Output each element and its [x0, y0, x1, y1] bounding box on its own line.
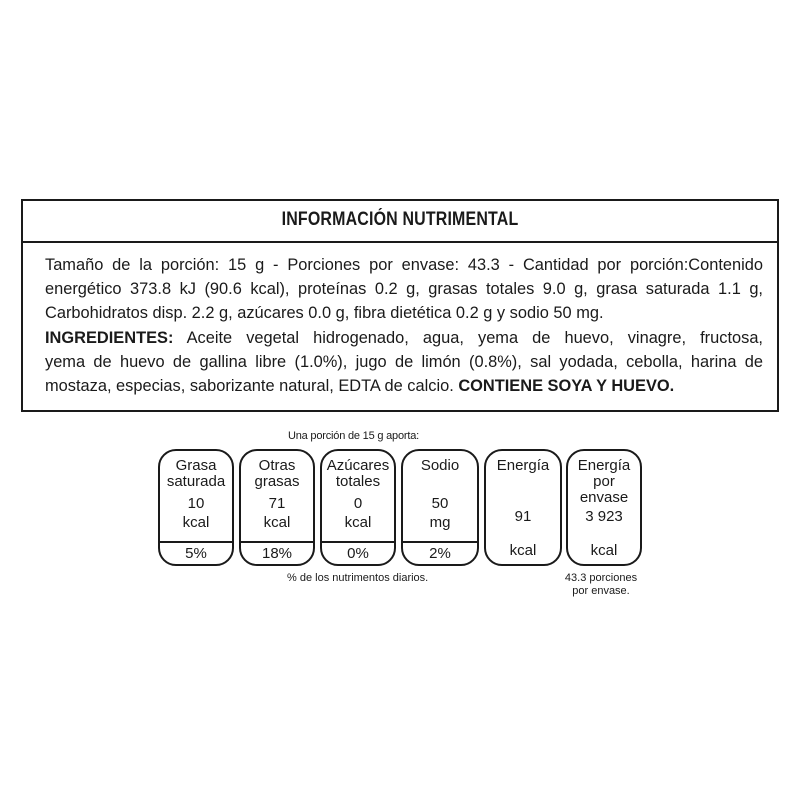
- ingredients-text-3: mostaza, especias, saborizante natural, EDTA de calcio.: [45, 377, 459, 396]
- seal-label: Sodio: [420, 457, 460, 474]
- seal-amount: 10: [187, 495, 205, 512]
- nutrition-facts-panel: [21, 199, 779, 412]
- seal-sodium: [401, 449, 479, 566]
- seal-label: Azúcares totales: [326, 457, 390, 490]
- nutrition-line-2: energético 373.8 kJ (90.6 kcal), proteínas 0.2 g, grasas totales 9.0 g, grasa saturada 1.1 g,: [45, 280, 763, 299]
- seal-percent: 0%: [347, 545, 369, 562]
- seal-unit: mg: [429, 514, 451, 531]
- seal-energy-per-portion: [484, 449, 562, 566]
- seal-divider: [241, 541, 313, 543]
- portions-footnote: 43.3 porciones por envase.: [564, 572, 638, 597]
- seal-total-sugars: [320, 449, 396, 566]
- panel-body: [45, 253, 763, 398]
- seal-amount: 91: [514, 508, 532, 525]
- seal-unit: kcal: [344, 514, 372, 531]
- ingredients-line-2: yema de huevo de gallina libre (1.0%), jugo de limón (0.8%), sal yodada, cebolla, harina de: [45, 352, 763, 371]
- nutrition-line-3: Carbohidratos disp. 2.2 g, azúcares 0.0 g, fibra dietética 0.2 g y sodio 50 mg.: [45, 304, 604, 323]
- seal-divider: [322, 541, 394, 543]
- title-divider: [23, 241, 777, 243]
- seal-percent: 2%: [429, 545, 451, 562]
- seal-energy-per-package: [566, 449, 642, 566]
- seal-percent: 18%: [261, 545, 293, 562]
- seal-label: Energía: [496, 457, 550, 474]
- seal-saturated-fat: [158, 449, 234, 566]
- seal-unit: kcal: [182, 514, 210, 531]
- portion-caption: Una porción de 15 g aporta:: [288, 430, 419, 442]
- nutrition-line-1: Tamaño de la porción: 15 g - Porciones por envase: 43.3 - Cantidad por porción:Contenido: [45, 256, 763, 274]
- ingredients-text-1: Aceite vegetal hidrogenado, agua, yema de huevo, vinagre, fructosa,: [173, 328, 763, 347]
- daily-value-footnote: % de los nutrimentos diarios.: [287, 572, 429, 584]
- seal-unit: kcal: [590, 542, 618, 559]
- ingredients-line-1: [45, 326, 763, 350]
- seal-unit: kcal: [509, 542, 537, 559]
- allergen-statement: CONTIENE SOYA Y HUEVO.: [458, 377, 675, 396]
- seal-amount: 3 923: [585, 508, 623, 525]
- seal-label: Energía por envase: [577, 457, 631, 506]
- seal-label: Grasa saturada: [166, 457, 226, 490]
- seal-divider: [160, 541, 232, 543]
- seal-other-fats: [239, 449, 315, 566]
- seal-amount: 50: [431, 495, 449, 512]
- seal-amount: 71: [268, 495, 286, 512]
- seal-divider: [403, 541, 477, 543]
- ingredients-line-3: [45, 374, 763, 398]
- seal-percent: 5%: [185, 545, 207, 562]
- seal-amount: 0: [353, 495, 363, 512]
- ingredients-label: INGREDIENTES:: [45, 328, 174, 347]
- panel-title: INFORMACIÓN NUTRIMENTAL: [281, 209, 519, 230]
- seal-unit: kcal: [263, 514, 291, 531]
- seal-label: Otras grasas: [254, 457, 300, 490]
